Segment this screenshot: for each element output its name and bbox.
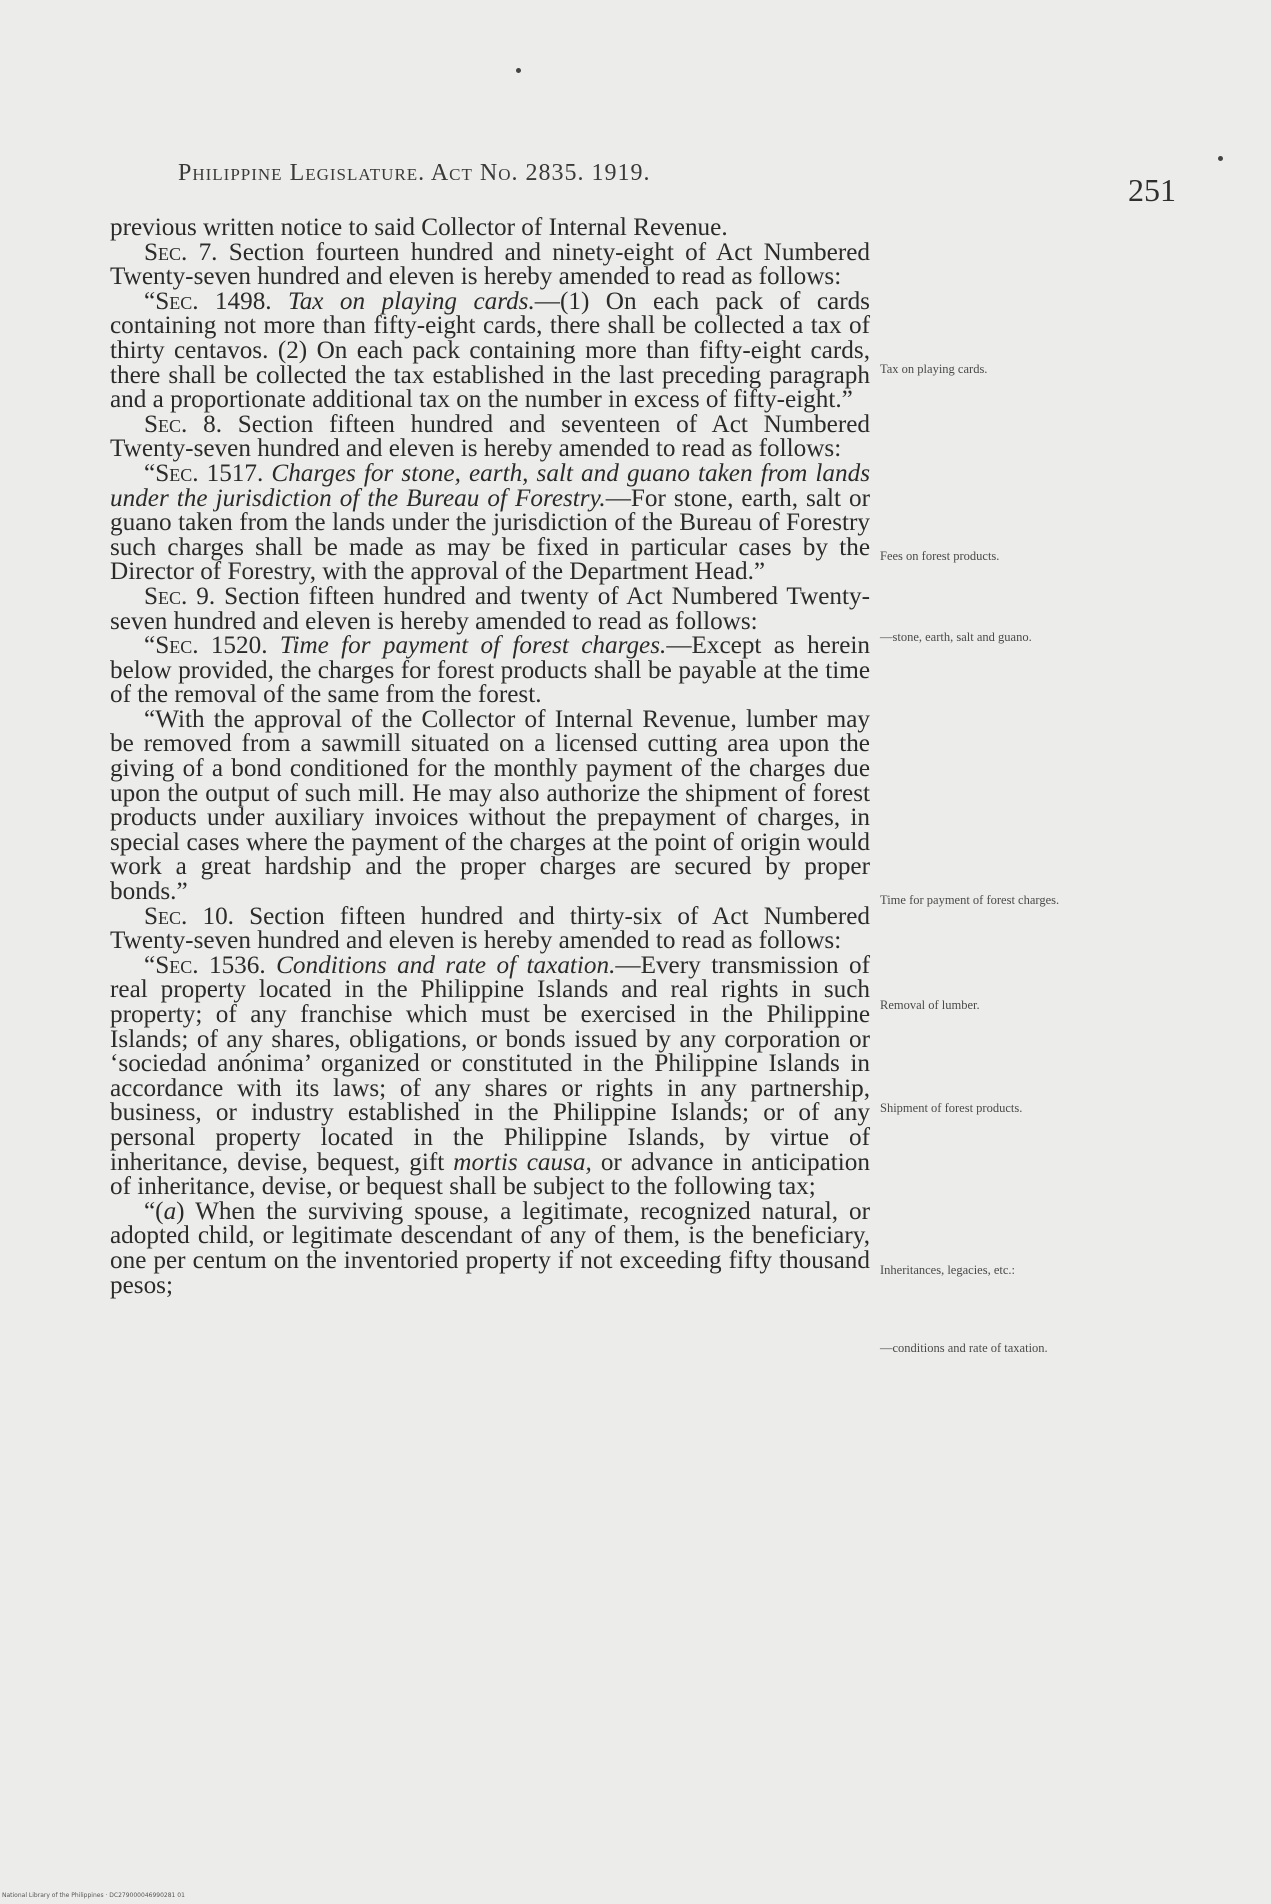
page-number: 251 [1128, 172, 1176, 208]
open-quote: “ [144, 459, 156, 487]
margin-note-shipment: Shipment of forest products. [880, 1101, 1023, 1115]
section-number: 1498. [198, 287, 288, 315]
clause-letter: a [163, 1197, 177, 1225]
paragraph-sec-8 [110, 410, 870, 463]
body-text [110, 216, 870, 1298]
paragraph-sec-1520 [110, 634, 870, 708]
scan-footer: National Library of the Philippines · DC279000046990281 01 [2, 1892, 185, 1899]
sec-label: Sec. [155, 951, 199, 979]
paragraph-text: —(1) On each pack of cards containing not more than fifty-eight cards, there shall be collected a tax of thirty centavos. (2) On each pack containing more than fifty-eight cards, there shall be collected the tax established in the last preceding paragraph and a proportionate additional tax on the number in excess of fifty-eight.” [110, 287, 870, 414]
paragraph-text: 8. Section fifteen hundred and seventeen of Act Numbered Twenty-seven hundred and eleven is hereby amended to read as follows: [110, 410, 870, 463]
sec-label: Sec. [155, 287, 199, 315]
sec-label: Sec. [144, 238, 188, 266]
paragraph-text: —For stone, earth, salt or guano taken from the lands under the jurisdiction of the Bureau of Forestry such charges shall be made as may be fixed in particular cases by the Director of Forestry, with the approval of the Department Head.” [110, 484, 871, 586]
paper-speck [1218, 156, 1223, 161]
paragraph-text: 10. Section fifteen hundred and thirty-six of Act Numbered Twenty-seven hundred and eleven is hereby amended to read as follows: [110, 902, 870, 955]
sec-label: Sec. [144, 582, 188, 610]
paragraph-text: 9. Section fifteen hundred and twenty of Act Numbered Twenty-seven hundred and eleven is hereby amended to read as follows: [110, 582, 870, 635]
margin-note-forest-products: Fees on forest products. [880, 549, 1000, 563]
margin-note-playing-cards: Tax on playing cards. [880, 362, 988, 376]
section-number: 1536. [198, 951, 277, 979]
margin-note-removal-lumber: Removal of lumber. [880, 998, 980, 1012]
paragraph-text: —Except as herein below provided, the charges for forest products shall be payable at the time of the removal of the same from the forest. [110, 632, 870, 709]
section-title: Tax on playing cards. [288, 287, 535, 315]
paragraph-continuation: previous written notice to said Collector of Internal Revenue. [110, 214, 728, 241]
paper-speck [516, 68, 521, 73]
paragraph-sec-7 [110, 238, 870, 291]
margin-note-stone-earth: —stone, earth, salt and guano. [880, 630, 1032, 644]
open-quote: “ [144, 287, 156, 315]
margin-note-conditions: —conditions and rate of taxation. [880, 1341, 1048, 1355]
open-quote: “ [144, 951, 156, 979]
paragraph-sec-1536 [110, 951, 870, 1201]
paragraph-sec-9 [110, 582, 870, 635]
section-number: 1520. [198, 632, 280, 660]
open-quote: “ [144, 632, 156, 660]
running-head: Philippine Legislature. Act No. 2835. 1919. [178, 160, 651, 186]
sec-label: Sec. [155, 459, 199, 487]
paragraph-sec-10 [110, 902, 870, 955]
paragraph-text: 7. Section fourteen hundred and ninety-eight of Act Numbered Twenty-seven hundred and eleven is hereby amended to read as follows: [110, 238, 870, 291]
sec-label: Sec. [144, 410, 188, 438]
section-title: Charges for stone, earth, salt and guano taken from lands under the jurisdiction of the Bureau of Forestry. [110, 459, 871, 512]
paragraph-text-continued: or advance in anticipation of inheritance, devise, or bequest shall be subject to the following tax; [110, 1148, 870, 1201]
section-number: 1517. [198, 459, 272, 487]
paragraph-sec-1517 [110, 459, 871, 586]
paragraph-lumber-removal: “With the approval of the Collector of Internal Revenue, lumber may be removed from a sawmill situated on a licensed cutting area upon the giving of a bond conditioned for the monthly payment of the charges due upon the output of such mill. He may also authorize the shipment of forest products under auxiliary invoices without the prepayment of charges, in special cases where the payment of the charges at the point of origin would work a great hardship and the proper charges are secured by proper bonds.” [110, 705, 870, 906]
paragraph-text: ) When the surviving spouse, a legitimate, recognized natural, or adopted child, or legitimate descendant of any of them, is the beneficiary, one per centum on the inventoried property if not exceeding fifty thousand pesos; [110, 1197, 870, 1299]
paragraph-sec-1498 [110, 287, 870, 414]
latin-term: mortis causa, [453, 1148, 592, 1176]
margin-note-inheritances: Inheritances, legacies, etc.: [880, 1263, 1015, 1277]
open-quote: “( [144, 1197, 164, 1225]
margin-note-forest-charges: Time for payment of forest charges. [880, 893, 1060, 907]
section-title: Conditions and rate of taxation. [276, 951, 616, 979]
paragraph-clause-a [110, 1197, 870, 1299]
sec-label: Sec. [144, 902, 188, 930]
sec-label: Sec. [155, 632, 199, 660]
paragraph-text: —Every transmission of real property located in the Philippine Islands and real rights in such property; of any franchise which must be exercised in the Philippine Islands; of any shares, obligations, or bonds issued by any corporation or ‘sociedad anónima’ organized or constituted in the Philippine Islands in accordance with its laws; of any shares or rights in any partnership, business, or industry established in the Philippine Islands; or of any personal property located in the Philippine Islands, by virtue of inheritance, devise, bequest, gift [110, 951, 870, 1176]
section-title: Time for payment of forest charges. [279, 632, 667, 660]
